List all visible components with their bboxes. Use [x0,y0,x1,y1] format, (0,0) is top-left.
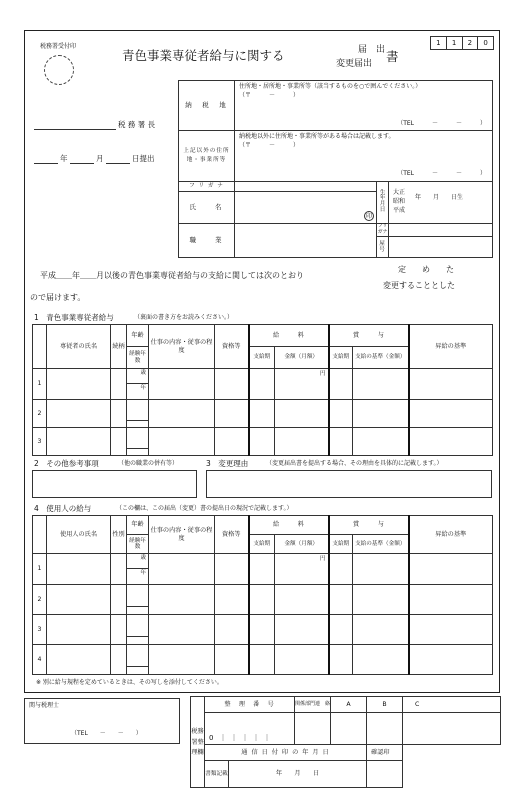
statement-option-changed[interactable]: 変更することとした [383,281,455,290]
bonus-time-cell[interactable] [329,554,353,585]
birth-date-field[interactable] [389,181,493,223]
name-cell[interactable] [47,554,111,585]
form-code-digit: 2 [462,37,478,50]
col-pay-time: 支給期 [249,535,275,554]
document-entry-label: 書類記載 [205,760,229,787]
section4-title: 4 使用人の給与 [34,504,92,513]
row-number: 1 [33,369,47,400]
form-code-box [430,36,494,50]
job-cell[interactable] [149,645,215,675]
receipt-date-field[interactable]: 年 月 日 [229,760,367,787]
era-showa: 昭和 [393,197,406,205]
other-address-postal: （〒 － ） [239,142,300,150]
raise-cell[interactable] [409,400,493,428]
row-number: 3 [33,428,47,456]
sex-cell[interactable] [111,645,127,675]
age-exp-cell[interactable] [127,645,149,675]
col-raise: 昇給の基準 [409,516,493,554]
receipt-stamp-circle [44,55,74,85]
raise-cell[interactable] [409,428,493,456]
col-age: 年齢 [127,325,149,347]
col-amount: 金額（月額） [275,535,329,554]
section3-note: （変更届出書を提出する場合、その理由を具体的に記載します。） [266,460,443,467]
qualification-cell[interactable] [215,554,249,585]
bonus-time-cell[interactable] [329,369,353,400]
age-exp-cell[interactable] [127,554,149,585]
amount-cell[interactable] [275,645,329,675]
tax-place-label: 納 税 地 [179,81,235,131]
submit-day-unit: 日提出 [132,154,155,163]
raise-cell[interactable] [409,554,493,585]
reference-number-field[interactable]: 0｜｜｜｜｜ [205,712,295,744]
section3-title: 3 変更理由 [206,459,249,468]
birth-label: 生年月日 [377,181,389,223]
col-job: 仕事の内容・従事の程度 [149,325,215,369]
col-c: C [403,697,501,713]
tax-place-postal: （〒 － ） [239,91,300,99]
form-code-digit: 1 [446,37,462,50]
tax-accountant-box[interactable] [24,698,180,744]
receipt-date-label: 通 信 日 付 印 の 年 月 日 [205,744,367,760]
shop-furigana-field[interactable] [389,223,493,236]
statement-line1: 平成＿＿年＿＿月以後の青色事業専従者給与の支給に関しては次のとおり [40,271,304,280]
col-experience: 経験年数 [127,347,149,369]
age-exp-cell[interactable] [127,369,149,400]
age-unit: 歳 [127,369,148,384]
tax-office-name-field[interactable] [34,124,116,130]
name-cell[interactable] [47,428,111,456]
name-label: 氏 名 [179,192,235,224]
col-bonus-time: 支給期 [329,347,353,369]
col-experience: 経験年数 [127,535,149,554]
other-address-field[interactable] [235,131,493,181]
job-field[interactable] [235,223,377,257]
era-taisho: 大正 [393,188,406,196]
qualification-cell[interactable] [215,400,249,428]
section1-title: 1 青色事業専従者給与 [34,313,114,322]
col-a: A [331,697,367,713]
name-field[interactable] [235,192,377,224]
b-field[interactable] [367,712,403,744]
name-cell[interactable] [47,585,111,615]
furigana-field[interactable] [235,181,377,192]
bonus-time-cell[interactable] [329,428,353,456]
job-cell[interactable] [149,400,215,428]
name-cell[interactable] [47,369,111,400]
age-exp-cell[interactable] [127,615,149,645]
relation-cell[interactable] [111,400,127,428]
employee-salary-table [32,515,493,675]
a-field[interactable] [331,712,367,744]
age-exp-cell[interactable] [127,400,149,428]
year-unit: 年 [140,570,146,576]
shop-name-field[interactable] [389,236,493,257]
section4-note: （この欄は、この届出（変更）書の提出日の現況で記載します。） [116,505,293,512]
confirmation-seal-label: 確認印 [367,744,403,760]
sex-cell[interactable] [111,554,127,585]
statement-line2: ので届けます。 [30,293,86,302]
header-blank [33,325,47,369]
qualification-cell[interactable] [215,645,249,675]
row-number: 4 [33,645,47,675]
col-bonus: 賞 与 [329,516,409,535]
furigana2-label: フリガナ [377,223,388,235]
col-bonus-standard: 支給の基準（金額） [353,347,409,369]
title-notification: 届 出 [358,45,386,55]
bonus-standard-cell[interactable] [353,554,409,585]
change-reason-field[interactable] [206,470,492,498]
other-address-tel: （TEL － － ） [397,169,486,177]
form-code-digit: 0 [478,37,494,50]
qualification-cell[interactable] [215,615,249,645]
shop-label: 屋 号 [377,236,389,257]
job-cell[interactable] [149,585,215,615]
bonus-time-cell[interactable] [329,400,353,428]
qualification-cell[interactable] [215,585,249,615]
bonus-time-cell[interactable] [329,645,353,675]
section2-title: 2 その他参考事項 [34,459,99,468]
job-cell[interactable] [149,428,215,456]
confirmation-seal-field[interactable] [367,760,403,787]
amount-cell[interactable] [275,615,329,645]
form-title: 青色事業専従者給与に関する [122,48,285,63]
col-name: 専従者の氏名 [47,325,111,369]
col-qualification: 資格等 [215,325,249,369]
col-bonus-time: 支給期 [329,535,353,554]
sex-cell[interactable] [111,615,127,645]
related-dept-label: 関係部門連 絡 [295,697,331,713]
pay-time-cell[interactable] [249,615,275,645]
tax-office-suffix: 税 務 署 長 [118,120,156,129]
col-relation: 続柄 [111,325,127,369]
job-label: 職 業 [179,223,235,257]
bonus-standard-cell[interactable] [353,645,409,675]
reference-number-label: 整 理 番 号 [205,697,295,713]
amount-cell[interactable] [275,428,329,456]
amount-cell[interactable]: 円 [275,554,329,585]
era-heisei: 平成 [393,206,406,214]
other-notes-field[interactable] [32,470,197,498]
job-cell[interactable] [149,615,215,645]
amount-cell[interactable]: 円 [275,369,329,400]
raise-cell[interactable] [409,645,493,675]
bonus-standard-cell[interactable] [353,585,409,615]
bonus-standard-cell[interactable] [353,369,409,400]
col-amount: 金額（月額） [275,347,329,369]
applicant-table [178,80,493,258]
pay-time-cell[interactable] [249,645,275,675]
statement-option-defined[interactable]: 定 め た [398,265,454,274]
bonus-time-cell[interactable] [329,585,353,615]
job-cell[interactable] [149,369,215,400]
tax-accountant-tel: （TEL － － ） [71,730,142,737]
job-cell[interactable] [149,554,215,585]
col-age: 年齢 [127,516,149,535]
submit-year-unit: 年 [60,154,68,163]
amount-cell[interactable] [275,585,329,615]
qualification-cell[interactable] [215,369,249,400]
seal-mark: 印 [365,212,372,220]
row-number: 1 [33,554,47,585]
birth-units: 年 月 日生 [415,193,464,201]
raise-cell[interactable] [409,369,493,400]
name-cell[interactable] [47,645,111,675]
col-sex: 性別 [111,516,127,554]
age-exp-cell[interactable] [127,585,149,615]
other-address-label: 上記以外の住所地・事業所等 [179,131,235,181]
pay-time-cell[interactable] [249,428,275,456]
year-unit: 年 [140,385,146,391]
col-pay-time: 支給期 [249,347,275,369]
title-change-notification: 変更届出 [336,59,373,69]
col-salary: 給 料 [249,325,329,347]
tax-place-field[interactable] [235,81,493,131]
office-use-side-label: 税務署整理欄 [191,697,205,788]
pay-time-cell[interactable] [249,369,275,400]
row-number: 2 [33,585,47,615]
section1-note: （裏面の書き方をお読みください。） [134,314,234,321]
tax-accountant-label: 関与税理士 [29,702,60,709]
c-field[interactable] [403,712,501,744]
row-number: 3 [33,615,47,645]
form-code-digit: 1 [431,37,447,50]
footnote: ※ 別に給与規程を定めているときは、その写しを添付してください。 [36,679,223,686]
title-suffix: 書 [386,49,399,64]
furigana-label: フ リ ガ ナ [179,181,235,192]
submit-year-field[interactable] [34,158,58,164]
stamp-label: 税務署受付印 [40,43,77,50]
section2-note: （他の職業の併有等） [118,460,179,467]
col-qualification: 資格等 [215,516,249,554]
col-job: 仕事の内容・従事の程度 [149,516,215,554]
relation-cell[interactable] [111,428,127,456]
submit-month-unit: 月 [96,154,104,163]
qualification-cell[interactable] [215,428,249,456]
tax-place-tel: （TEL － － ） [397,119,486,127]
age-unit: 歳 [127,554,148,569]
col-bonus-standard: 支給の基準（金額） [353,535,409,554]
row-number: 2 [33,400,47,428]
tax-place-note: 住所地・居所地・事業所等（該当するものを○で囲んでください。） [239,83,422,90]
other-address-note: 納税地以外に住所地・事業所等がある場合は記載します。 [239,133,395,141]
related-dept-field[interactable] [295,712,331,744]
col-raise: 昇給の基準 [409,325,493,369]
reference-number-prefix: 0 [209,733,220,742]
bonus-standard-cell[interactable] [353,400,409,428]
bonus-time-cell[interactable] [329,615,353,645]
name-cell[interactable] [47,400,111,428]
pay-time-cell[interactable] [249,585,275,615]
age-exp-cell[interactable] [127,428,149,456]
col-bonus: 賞 与 [329,325,409,347]
sex-cell[interactable] [111,585,127,615]
amount-cell[interactable] [275,400,329,428]
submit-day-field[interactable] [106,158,130,164]
office-use-table [190,696,501,788]
name-cell[interactable] [47,615,111,645]
col-salary: 給 料 [249,516,329,535]
header-blank [33,516,47,554]
bonus-standard-cell[interactable] [353,615,409,645]
col-name: 使用人の氏名 [47,516,111,554]
pay-time-cell[interactable] [249,554,275,585]
raise-cell[interactable] [409,585,493,615]
family-employee-salary-table [32,324,493,456]
submit-month-field[interactable] [70,158,94,164]
pay-time-cell[interactable] [249,400,275,428]
relation-cell[interactable] [111,369,127,400]
raise-cell[interactable] [409,615,493,645]
col-b: B [367,697,403,713]
bonus-standard-cell[interactable] [353,428,409,456]
